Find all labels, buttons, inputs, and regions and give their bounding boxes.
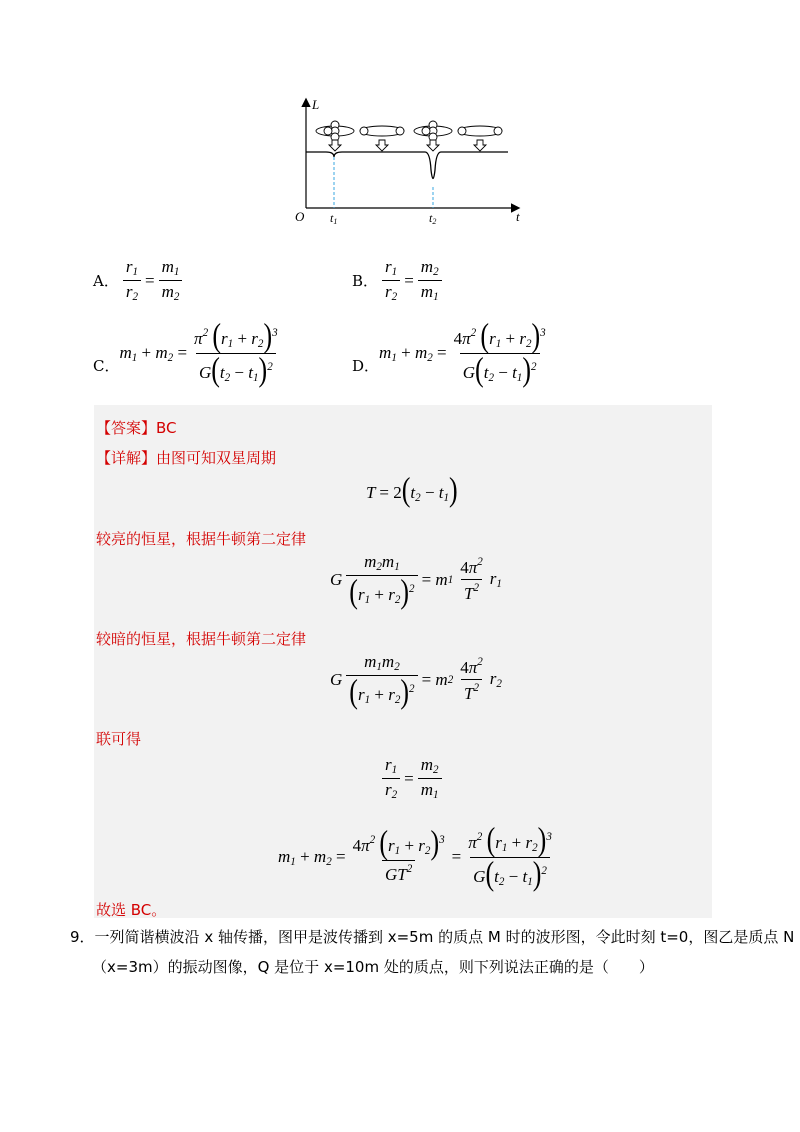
light-curve <box>306 152 508 179</box>
period-equation: $T = 2(t_2 - t_1)$ <box>366 470 458 509</box>
option-a[interactable] <box>93 258 186 303</box>
question-9-number: 9． <box>70 928 95 946</box>
question-9-text-1: 一列简谐横波沿 x 轴传播，图甲是波传播到 x=5m 的质点 M 时的波形图，令此时刻 t=0，图乙是质点 N <box>94 928 795 946</box>
bright-star-equation: G $\frac{m_2m_1}{(r_1 + r_2)^2}$ = m 1 $\frac{4\pi^2}{T^2}$ $r_1$ <box>330 552 502 611</box>
question-9-line-1 <box>70 922 795 952</box>
light-curve-figure <box>290 95 530 230</box>
star-pair-eclipse-2 <box>414 121 452 141</box>
question-9 <box>70 922 795 982</box>
dim-star-equation: G $\frac{m_1m_2}{(r_1 + r_2)^2}$ = m 2 $\frac{4\pi^2}{T^2}$ $r_2$ <box>330 652 502 711</box>
option-c[interactable] <box>93 316 285 388</box>
origin-label: O <box>295 209 305 224</box>
option-d-letter: D． <box>352 356 380 375</box>
option-c-formula: $m_1 + m_2$ = $\frac{\pi^2 (r_1 + r_2)^3}{G(t_2 - t_1)^2}$ <box>119 316 278 388</box>
option-b-formula: $\frac{r_1}{r_2}$ = $\frac{m_2}{m_1}$ <box>378 258 446 303</box>
dim-star-text: 较暗的恒星，根据牛顿第二定律 <box>96 630 307 648</box>
combine-text: 联可得 <box>96 730 142 748</box>
star-pair-side-1 <box>360 126 404 136</box>
mass-sum-equation: $m_1 + m_2$ = $\frac{4\pi^2 (r_1 + r_2)^3}{GT^2}$ = $\frac{\pi^2 (r_1 + r_2)^3}{G(t_2 - t_1)^2}$ <box>278 820 552 892</box>
option-c-letter: C． <box>93 356 120 375</box>
option-a-formula: $\frac{r_1}{r_2}$ = $\frac{m_1}{m_2}$ <box>119 258 187 303</box>
x-axis-label: t <box>516 209 520 224</box>
y-axis-label: L <box>312 97 320 112</box>
option-d-formula: $m_1 + m_2$ = $\frac{4\pi^2 (r_1 + r_2)^3}{G(t_2 - t_1)^2}$ <box>379 316 546 388</box>
answer-label: 【答案】BC <box>96 419 177 437</box>
option-a-letter: A． <box>93 272 119 291</box>
observer-arrows <box>329 140 486 151</box>
question-9-line-2: （x=3m）的振动图像，Q 是位于 x=10m 处的质点，则下列说法正确的是（ ） <box>92 958 654 976</box>
option-d[interactable] <box>352 316 553 388</box>
detail-label: 【详解】由图可知双星周期 <box>96 449 277 467</box>
t2-label: t2 <box>429 211 437 226</box>
star-pair-eclipse-1 <box>316 121 354 141</box>
star-pair-side-2 <box>458 126 502 136</box>
t1-label: t1 <box>330 211 338 226</box>
bright-star-text: 较亮的恒星，根据牛顿第二定律 <box>96 530 307 548</box>
conclusion-text: 故选 BC。 <box>96 901 167 919</box>
option-b-letter: B． <box>352 272 379 291</box>
ratio-result-equation: $\frac{r_1}{r_2}$ = $\frac{m_2}{m_1}$ <box>378 756 446 801</box>
option-b[interactable] <box>352 258 446 303</box>
